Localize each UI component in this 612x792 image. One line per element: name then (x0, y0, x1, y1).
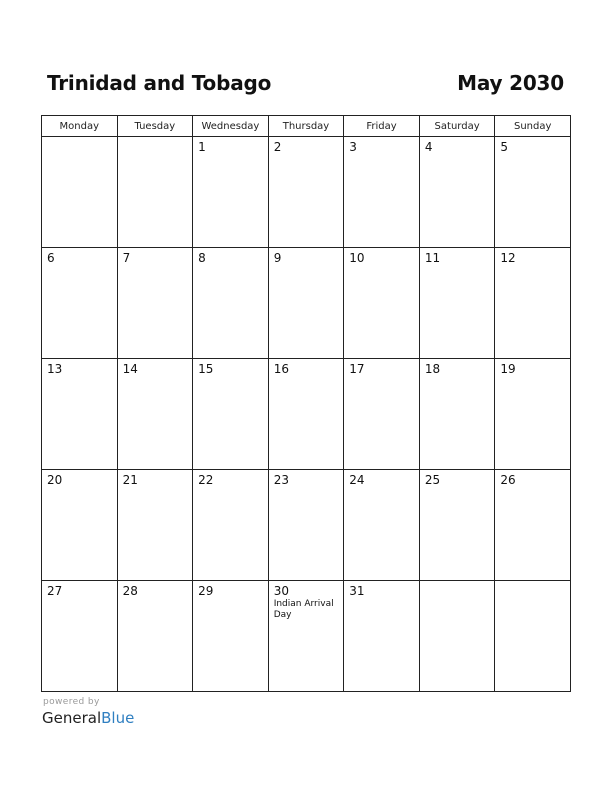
day-cell (193, 470, 269, 581)
week-row-4 (42, 470, 571, 581)
day-number: 30 (273, 584, 289, 598)
day-number: 4 (424, 140, 433, 154)
day-cell (419, 470, 495, 581)
weekday-header-monday: Monday (42, 116, 118, 137)
powered-by-label: powered by (43, 697, 100, 707)
day-cell (344, 470, 420, 581)
day-number: 17 (349, 362, 365, 376)
day-number: 14 (122, 362, 138, 376)
calendar-country-title: Trinidad and Tobago (47, 71, 272, 95)
day-number: 23 (273, 473, 289, 487)
day-number: 12 (500, 251, 516, 265)
day-cell (117, 470, 193, 581)
day-number: 11 (424, 251, 441, 265)
calendar-month-title: May 2030 (457, 71, 564, 95)
day-number: 1 (198, 140, 206, 154)
day-cell (495, 581, 571, 692)
day-number: 18 (424, 362, 441, 376)
day-cell (268, 248, 344, 359)
day-cell (344, 248, 420, 359)
day-cell (42, 359, 118, 470)
day-cell (495, 137, 571, 248)
day-cell (344, 581, 420, 692)
weekday-header-wednesday: Wednesday (193, 116, 269, 137)
weekday-header-tuesday: Tuesday (117, 116, 193, 137)
day-number: 10 (349, 251, 365, 265)
week-row-2 (42, 248, 571, 359)
day-number: 28 (122, 584, 138, 598)
day-cell (344, 137, 420, 248)
day-cell (344, 359, 420, 470)
day-cell (419, 359, 495, 470)
day-cell (419, 581, 495, 692)
day-cell (419, 137, 495, 248)
day-number: 6 (47, 251, 55, 265)
day-number: 21 (122, 473, 138, 487)
week-row-5 (42, 581, 571, 692)
day-number: 2 (273, 140, 282, 154)
day-cell (495, 359, 571, 470)
holiday-label: Indian Arrival Day (273, 599, 334, 620)
day-cell (117, 581, 193, 692)
weekday-header-thursday: Thursday (268, 116, 344, 137)
day-cell (495, 248, 571, 359)
day-cell (117, 248, 193, 359)
day-cell (42, 470, 118, 581)
day-number: 15 (198, 362, 214, 376)
weekday-header-saturday: Saturday (419, 116, 495, 137)
day-cell (193, 359, 269, 470)
calendar-grid (41, 115, 571, 692)
day-number: 16 (273, 362, 289, 376)
brand-general-text: General (42, 709, 102, 727)
day-number: 13 (47, 362, 63, 376)
day-cell-holiday (268, 581, 344, 692)
day-cell (42, 137, 118, 248)
day-cell (42, 581, 118, 692)
day-cell (193, 581, 269, 692)
day-cell (117, 359, 193, 470)
day-cell (495, 470, 571, 581)
day-cell (42, 248, 118, 359)
weekday-header-friday: Friday (344, 116, 420, 137)
day-number: 22 (198, 473, 214, 487)
day-number: 3 (349, 140, 357, 154)
day-cell (117, 137, 193, 248)
brand-blue-text: Blue (101, 709, 135, 727)
day-cell (268, 137, 344, 248)
day-number: 5 (500, 140, 509, 154)
day-number: 29 (198, 584, 214, 598)
generalblue-logo (42, 709, 134, 727)
day-cell (193, 248, 269, 359)
day-number: 19 (500, 362, 516, 376)
day-number: 26 (500, 473, 516, 487)
weekday-header-row (42, 116, 571, 137)
day-number: 8 (198, 251, 206, 265)
week-row-1 (42, 137, 571, 248)
day-cell (268, 359, 344, 470)
day-number: 9 (273, 251, 282, 265)
day-number: 31 (349, 584, 365, 598)
day-number: 20 (47, 473, 63, 487)
day-number: 27 (47, 584, 63, 598)
day-number: 7 (122, 251, 131, 265)
day-cell (193, 137, 269, 248)
day-cell (268, 470, 344, 581)
day-number: 25 (424, 473, 441, 487)
weekday-header-sunday: Sunday (495, 116, 571, 137)
week-row-3 (42, 359, 571, 470)
day-number: 24 (349, 473, 365, 487)
day-cell (419, 248, 495, 359)
